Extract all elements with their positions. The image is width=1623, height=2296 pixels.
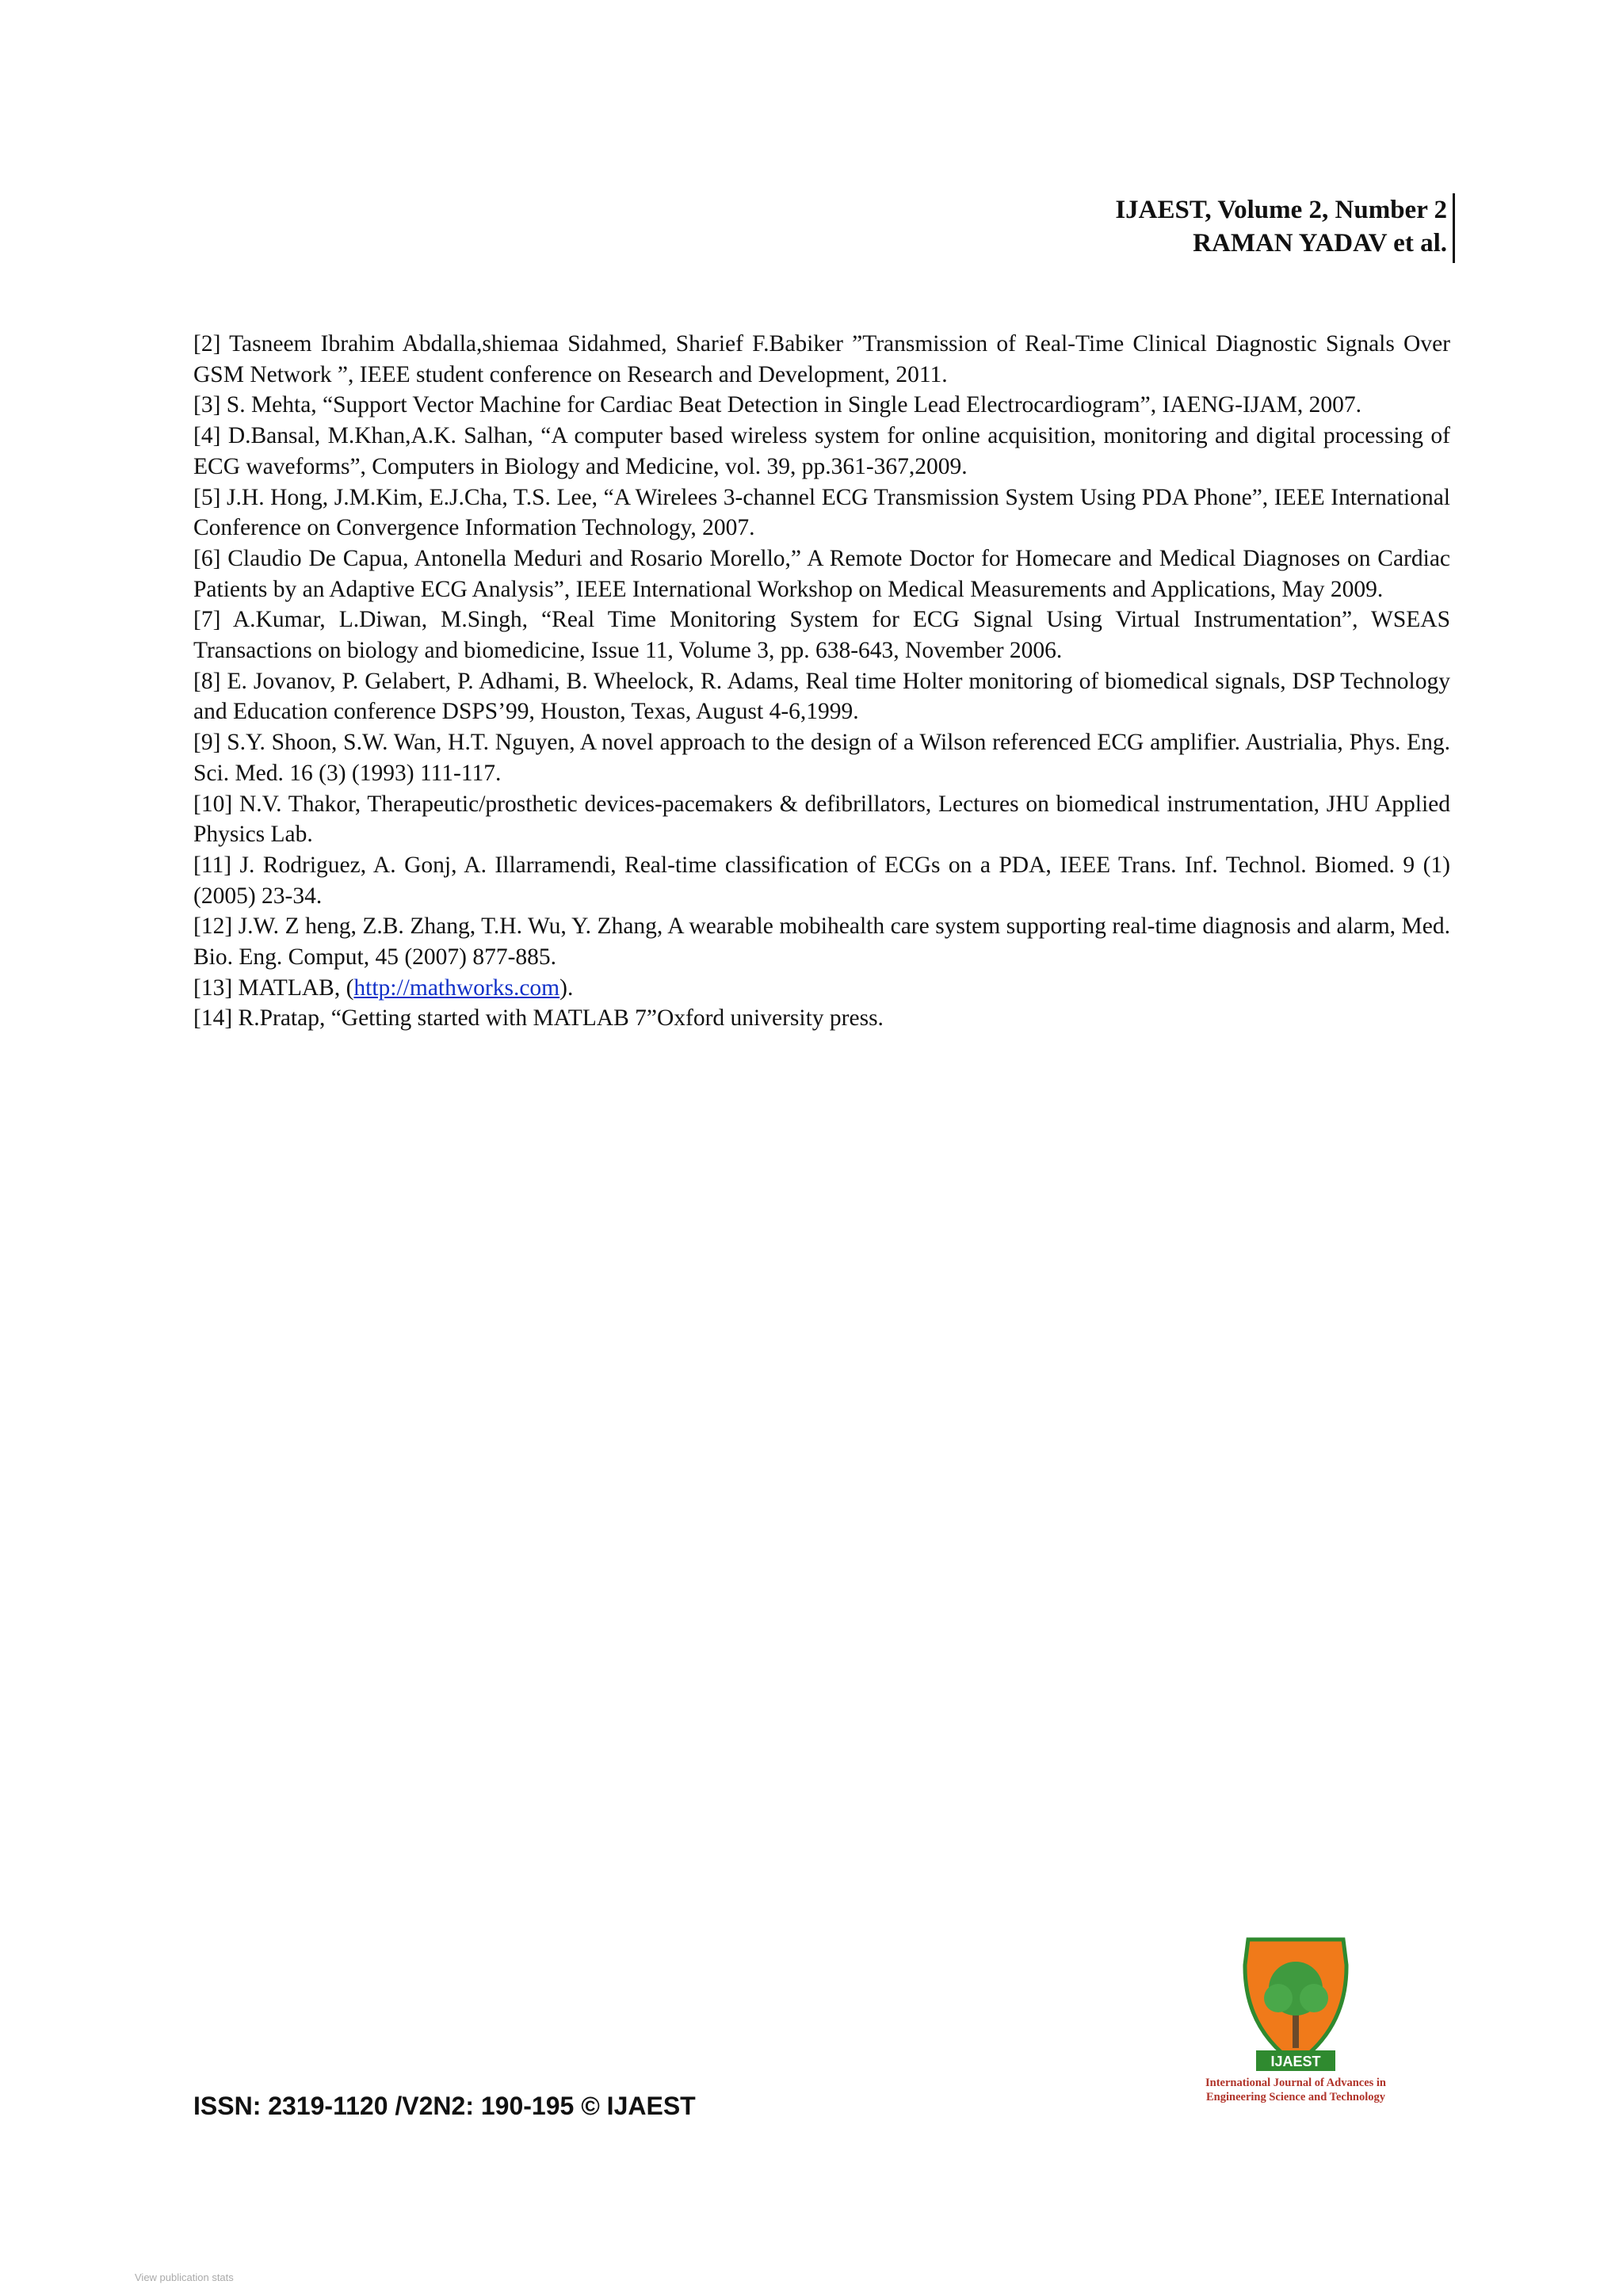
- reference-label: [8]: [193, 668, 221, 694]
- reference-text: J.H. Hong, J.M.Kim, E.J.Cha, T.S. Lee, “A Wirelees 3-channel ECG Transmission System Using PDA Phone”, IEEE International Conference on Convergence Information Technology, 2007.: [193, 484, 1450, 541]
- reference-item: [193, 666, 1450, 727]
- mathworks-link[interactable]: http://mathworks.com: [353, 974, 560, 1001]
- reference-item: [193, 482, 1450, 543]
- logo-caption-line-1: International Journal of Advances in: [1205, 2077, 1386, 2089]
- reference-text: D.Bansal, M.Khan,A.K. Salhan, “A computer based wireless system for online acquisition, monitoring and digital processing of ECG waveforms”, Computers in Biology and Medicine, vol. 39, pp.361-367,2009.: [193, 423, 1451, 479]
- reference-label: [11]: [193, 852, 232, 878]
- reference-label: [6]: [193, 545, 221, 571]
- reference-item: [193, 390, 1450, 421]
- reference-text-prefix: MATLAB, (: [238, 974, 354, 1001]
- reference-item: [193, 727, 1450, 788]
- reference-item: [193, 789, 1450, 850]
- logo-badge-text: IJAEST: [1270, 2054, 1321, 2069]
- reference-text: R.Pratap, “Getting started with MATLAB 7”Oxford university press.: [238, 1005, 884, 1032]
- reference-label: [5]: [193, 484, 221, 510]
- reference-label: [12]: [193, 913, 233, 940]
- reference-item-13: [193, 973, 1450, 1004]
- reference-item: [193, 329, 1450, 390]
- reference-item: [193, 421, 1450, 482]
- reference-text: E. Jovanov, P. Gelabert, P. Adhami, B. Wheelock, R. Adams, Real time Holter monitoring of biomedical signals, DSP Technology and Education conference DSPS’99, Houston, Texas, August 4-6,1999.: [193, 668, 1450, 725]
- reference-item-14: [193, 1003, 1450, 1034]
- reference-label: [10]: [193, 791, 233, 817]
- reference-label: [4]: [193, 423, 221, 449]
- logo-caption: [1153, 2076, 1438, 2104]
- reference-text: N.V. Thakor, Therapeutic/prosthetic devices-pacemakers & defibrillators, Lectures on biomedical instrumentation, JHU Applied Physics Lab.: [193, 791, 1451, 848]
- reference-text: A.Kumar, L.Diwan, M.Singh, “Real Time Monitoring System for ECG Signal Using Virtual Instrumentation”, WSEAS Transactions on biology and biomedicine, Issue 11, Volume 3, pp. 638-643, November 2006.: [193, 607, 1450, 664]
- view-publication-stats-link[interactable]: View publication stats: [135, 2271, 234, 2283]
- reference-label: [3]: [193, 392, 221, 418]
- reference-label: [2]: [193, 331, 221, 357]
- reference-item: [193, 850, 1450, 911]
- reference-label: [13]: [193, 974, 233, 1001]
- reference-item: [193, 543, 1450, 605]
- reference-text-suffix: ).: [559, 974, 574, 1001]
- reference-text: J. Rodriguez, A. Gonj, A. Illarramendi, Real-time classification of ECGs on a PDA, IEEE Trans. Inf. Technol. Biomed. 9 (1) (2005) 23-34.: [193, 852, 1450, 909]
- running-header: [1115, 193, 1447, 260]
- reference-text: Claudio De Capua, Antonella Meduri and Rosario Morello,” A Remote Doctor for Homecare and Medical Diagnoses on Cardiac Patients by an Adaptive ECG Analysis”, IEEE International Workshop on Medical Measurements and Applications, May 2009.: [193, 545, 1451, 602]
- reference-text: Tasneem Ibrahim Abdalla,shiemaa Sidahmed, Sharief F.Babiker ”Transmission of Real-Time Clinical Diagnostic Signals Over GSM Network ”, IEEE student conference on Research and Development, 2011.: [193, 331, 1450, 387]
- reference-text: J.W. Z heng, Z.B. Zhang, T.H. Wu, Y. Zhang, A wearable mobihealth care system supporting real-time diagnosis and alarm, Med. Bio. Eng. Comput, 45 (2007) 877-885.: [193, 913, 1451, 971]
- reference-label: [7]: [193, 607, 221, 633]
- reference-item: [193, 911, 1450, 972]
- journal-line: IJAEST, Volume 2, Number 2: [1115, 196, 1447, 224]
- authors-line: RAMAN YADAV et al.: [1193, 229, 1447, 257]
- logo-caption-line-2: Engineering Science and Technology: [1206, 2091, 1385, 2103]
- reference-text: S.Y. Shoon, S.W. Wan, H.T. Nguyen, A novel approach to the design of a Wilson referenced ECG amplifier. Austrialia, Phys. Eng. Sci. Med. 16 (3) (1993) 111-117.: [193, 730, 1451, 786]
- reference-list: [193, 329, 1450, 1034]
- reference-label: [9]: [193, 730, 221, 756]
- reference-label: [14]: [193, 1005, 233, 1032]
- reference-text: S. Mehta, “Support Vector Machine for Cardiac Beat Detection in Single Lead Electrocardiogram”, IAENG-IJAM, 2007.: [226, 392, 1362, 418]
- reference-item: [193, 605, 1450, 666]
- issn-footer: ISSN: 2319-1120 /V2N2: 190-195 © IJAEST: [193, 2092, 696, 2120]
- header-rule: [1453, 193, 1455, 263]
